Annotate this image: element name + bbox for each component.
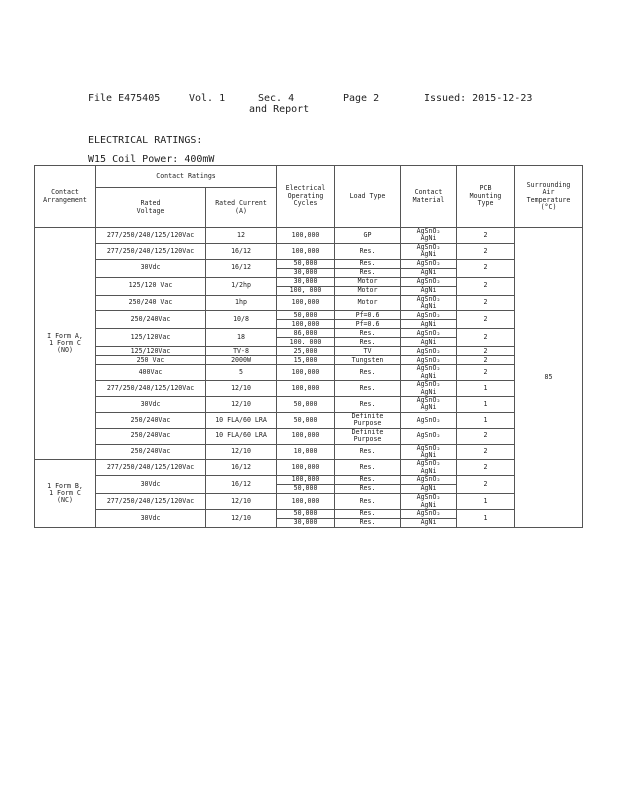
rated-current-cell: 12/10 — [206, 509, 277, 527]
pcb-mounting-cell: 2 — [457, 277, 515, 295]
header-air-temperature: Surrounding Air Temperature (°C) — [515, 166, 583, 228]
contact-material-cell: AgSnO₂ AgNi — [401, 397, 457, 413]
load-type-cell: GP — [335, 228, 401, 244]
contact-material-cell: AgSnO₂ AgNi — [401, 494, 457, 510]
rated-voltage-cell: 250 Vac — [96, 356, 206, 365]
cycles-cell: 50,000 — [277, 485, 335, 494]
contact-material-cell: AgSnO₂ — [401, 347, 457, 356]
cycles-cell: 100. 000 — [277, 338, 335, 347]
load-type-cell: Res. — [335, 365, 401, 381]
rated-voltage-cell: 250/240Vac — [96, 444, 206, 460]
cycles-cell: 100,000 — [277, 460, 335, 476]
table-row — [35, 277, 583, 286]
cycles-cell: 100,000 — [277, 494, 335, 510]
load-type-cell: Res. — [335, 485, 401, 494]
table-row — [35, 259, 583, 268]
table-row — [35, 381, 583, 397]
rated-voltage-cell: 30Vdc — [96, 259, 206, 277]
load-type-cell: Motor — [335, 295, 401, 311]
cycles-cell: 50,000 — [277, 509, 335, 518]
contact-material-cell: AgNi — [401, 338, 457, 347]
table-row — [35, 311, 583, 320]
load-type-cell: Res. — [335, 338, 401, 347]
header-rated-current: Rated Current (A) — [206, 188, 277, 228]
load-type-cell: Motor — [335, 286, 401, 295]
document-header — [0, 93, 618, 123]
header-load-type: Load Type — [335, 166, 401, 228]
cycles-cell: 100,000 — [277, 381, 335, 397]
contact-material-cell: AgSnO₂ AgNi — [401, 381, 457, 397]
header-contact-arrangement: Contact Arrangement — [35, 166, 96, 228]
contact-material-cell: AgSnO₂ — [401, 329, 457, 338]
table-row — [35, 329, 583, 338]
pcb-mounting-cell: 2 — [457, 243, 515, 259]
cycles-cell: 50,000 — [277, 397, 335, 413]
load-type-cell: Pf=0.6 — [335, 320, 401, 329]
table-row — [35, 228, 583, 244]
cycles-cell: 100,000 — [277, 320, 335, 329]
rated-voltage-cell: 250/240Vac — [96, 311, 206, 329]
header-contact-material: Contact Material — [401, 166, 457, 228]
contact-material-cell: AgNi — [401, 286, 457, 295]
load-type-cell: Res. — [335, 444, 401, 460]
rated-voltage-cell: 125/120Vac — [96, 329, 206, 347]
header-pcb-mounting: PCB Mounting Type — [457, 166, 515, 228]
load-type-cell: TV — [335, 347, 401, 356]
pcb-mounting-cell: 2 — [457, 329, 515, 347]
cycles-cell: 30,000 — [277, 518, 335, 527]
contact-material-cell: AgNi — [401, 320, 457, 329]
rated-voltage-cell: 277/250/240/125/120Vac — [96, 228, 206, 244]
section: Sec. 4 — [258, 93, 295, 104]
load-type-cell: Res. — [335, 518, 401, 527]
rated-current-cell: 18 — [206, 329, 277, 347]
table-row — [35, 365, 583, 381]
cycles-cell: 100, 000 — [277, 286, 335, 295]
rated-voltage-cell: 125/120 Vac — [96, 277, 206, 295]
rated-voltage-cell: 30Vdc — [96, 476, 206, 494]
table-row — [35, 428, 583, 444]
header-rated-voltage: Rated Voltage — [96, 188, 206, 228]
pcb-mounting-cell: 1 — [457, 381, 515, 397]
load-type-cell: Pf=0.6 — [335, 311, 401, 320]
file-number: File E475405 — [88, 93, 161, 104]
contact-material-cell: AgSnO₂ — [401, 509, 457, 518]
rated-voltage-cell: 250/240 Vac — [96, 295, 206, 311]
contact-material-cell: AgSnO₂ — [401, 476, 457, 485]
cycles-cell: 100,000 — [277, 295, 335, 311]
pcb-mounting-cell: 2 — [457, 295, 515, 311]
table-row — [35, 243, 583, 259]
rated-voltage-cell: 250/240Vac — [96, 428, 206, 444]
cycles-cell: 25,000 — [277, 347, 335, 356]
rated-current-cell: 10 FLA/60 LRA — [206, 428, 277, 444]
contact-material-cell: AgSnO₂ — [401, 277, 457, 286]
contact-arrangement-cell: 1 Form B, 1 Form C (NC) — [35, 460, 96, 528]
pcb-mounting-cell: 1 — [457, 509, 515, 527]
load-type-cell: Res. — [335, 476, 401, 485]
pcb-mounting-cell: 2 — [457, 259, 515, 277]
rated-current-cell: 2000W — [206, 356, 277, 365]
contact-material-cell: AgSnO₂ — [401, 356, 457, 365]
pcb-mounting-cell: 2 — [457, 444, 515, 460]
load-type-cell: Res. — [335, 259, 401, 268]
load-type-cell: Res. — [335, 243, 401, 259]
contact-material-cell: AgSnO₂ — [401, 412, 457, 428]
electrical-ratings-table — [34, 165, 583, 528]
rated-voltage-cell: 277/250/240/125/120Vac — [96, 243, 206, 259]
load-type-cell: Res. — [335, 494, 401, 510]
contact-material-cell: AgNi — [401, 518, 457, 527]
rated-current-cell: 12 — [206, 228, 277, 244]
header-contact-ratings: Contact Ratings — [96, 166, 277, 188]
rated-current-cell: 1hp — [206, 295, 277, 311]
rated-current-cell: 16/12 — [206, 243, 277, 259]
rated-voltage-cell: 30Vdc — [96, 509, 206, 527]
rated-voltage-cell: 125/120Vac — [96, 347, 206, 356]
pcb-mounting-cell: 2 — [457, 365, 515, 381]
load-type-cell: Motor — [335, 277, 401, 286]
load-type-cell: Res. — [335, 509, 401, 518]
pcb-mounting-cell: 2 — [457, 347, 515, 356]
rated-current-cell: 12/10 — [206, 444, 277, 460]
and-report: and Report — [249, 104, 310, 115]
load-type-cell: Definite Purpose — [335, 428, 401, 444]
load-type-cell: Res. — [335, 329, 401, 338]
page-number: Page 2 — [343, 93, 380, 104]
load-type-cell: Tungsten — [335, 356, 401, 365]
pcb-mounting-cell: 2 — [457, 311, 515, 329]
table-row — [35, 356, 583, 365]
cycles-cell: 86,000 — [277, 329, 335, 338]
table-row — [35, 444, 583, 460]
rated-voltage-cell: 277/250/240/125/120Vac — [96, 381, 206, 397]
contact-material-cell: AgSnO₂ — [401, 259, 457, 268]
cycles-cell: 10,000 — [277, 444, 335, 460]
rated-current-cell: 5 — [206, 365, 277, 381]
load-type-cell: Res. — [335, 268, 401, 277]
load-type-cell: Res. — [335, 397, 401, 413]
cycles-cell: 50,000 — [277, 412, 335, 428]
contact-material-cell: AgSnO₂ — [401, 311, 457, 320]
table-row — [35, 460, 583, 476]
contact-material-cell: AgSnO₂ AgNi — [401, 228, 457, 244]
load-type-cell: Definite Purpose — [335, 412, 401, 428]
issued-date: Issued: 2015-12-23 — [424, 93, 533, 104]
rated-current-cell: 16/12 — [206, 259, 277, 277]
pcb-mounting-cell: 1 — [457, 412, 515, 428]
contact-material-cell: AgSnO₂ AgNi — [401, 295, 457, 311]
pcb-mounting-cell: 2 — [457, 460, 515, 476]
cycles-cell: 50,000 — [277, 259, 335, 268]
load-type-cell: Res. — [335, 460, 401, 476]
rated-current-cell: 12/10 — [206, 494, 277, 510]
cycles-cell: 50,000 — [277, 311, 335, 320]
coil-power: W15 Coil Power: 400mW — [88, 154, 215, 165]
rated-current-cell: TV-8 — [206, 347, 277, 356]
contact-material-cell: AgSnO₂ AgNi — [401, 444, 457, 460]
air-temperature-cell: 85 — [515, 228, 583, 528]
contact-material-cell: AgNi — [401, 485, 457, 494]
table-row — [35, 295, 583, 311]
table-row — [35, 494, 583, 510]
cycles-cell: 100,000 — [277, 428, 335, 444]
rated-current-cell: 16/12 — [206, 460, 277, 476]
contact-material-cell: AgSnO₂ — [401, 428, 457, 444]
rated-voltage-cell: 400Vac — [96, 365, 206, 381]
cycles-cell: 30,000 — [277, 268, 335, 277]
contact-material-cell: AgSnO₂ AgNi — [401, 460, 457, 476]
pcb-mounting-cell: 2 — [457, 476, 515, 494]
pcb-mounting-cell: 2 — [457, 356, 515, 365]
rated-current-cell: 10 FLA/60 LRA — [206, 412, 277, 428]
contact-material-cell: AgNi — [401, 268, 457, 277]
load-type-cell: Res. — [335, 381, 401, 397]
cycles-cell: 100,000 — [277, 365, 335, 381]
table-row — [35, 476, 583, 485]
rated-voltage-cell: 30Vdc — [96, 397, 206, 413]
rated-voltage-cell: 277/250/240/125/120Vac — [96, 494, 206, 510]
table-row — [35, 397, 583, 413]
section-title: ELECTRICAL RATINGS: — [88, 135, 203, 146]
cycles-cell: 30,000 — [277, 277, 335, 286]
rated-current-cell: 12/10 — [206, 397, 277, 413]
pcb-mounting-cell: 2 — [457, 428, 515, 444]
rated-current-cell: 16/12 — [206, 476, 277, 494]
pcb-mounting-cell: 2 — [457, 228, 515, 244]
cycles-cell: 100,000 — [277, 243, 335, 259]
table-row — [35, 509, 583, 518]
contact-material-cell: AgSnO₂ AgNi — [401, 243, 457, 259]
pcb-mounting-cell: 1 — [457, 397, 515, 413]
rated-voltage-cell: 277/250/240/125/120Vac — [96, 460, 206, 476]
rated-current-cell: 10/8 — [206, 311, 277, 329]
rated-current-cell: 1/2hp — [206, 277, 277, 295]
contact-material-cell: AgSnO₂ AgNi — [401, 365, 457, 381]
cycles-cell: 15,000 — [277, 356, 335, 365]
pcb-mounting-cell: 1 — [457, 494, 515, 510]
rated-current-cell: 12/10 — [206, 381, 277, 397]
rated-voltage-cell: 250/240Vac — [96, 412, 206, 428]
header-electrical-cycles: Electrical Operating Cycles — [277, 166, 335, 228]
cycles-cell: 100,000 — [277, 228, 335, 244]
table-row — [35, 347, 583, 356]
table-row — [35, 412, 583, 428]
volume: Vol. 1 — [189, 93, 226, 104]
contact-arrangement-cell: I Form A, 1 Form C (NO) — [35, 228, 96, 460]
cycles-cell: 100,000 — [277, 476, 335, 485]
